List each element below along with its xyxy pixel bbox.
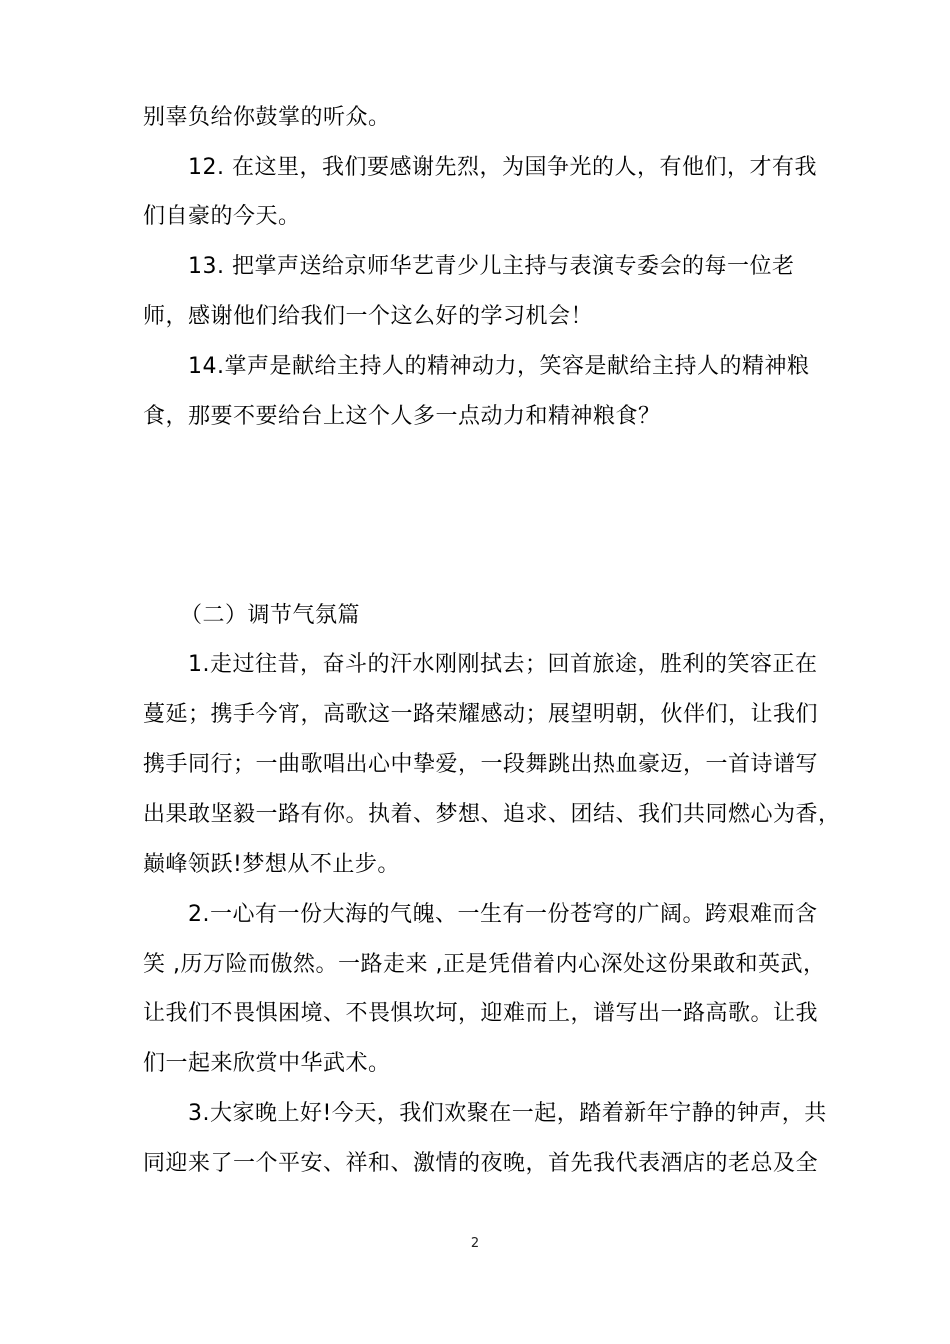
text-line: 3.大家晚上好!今天，我们欢聚在一起，踏着新年宁静的钟声，共 bbox=[188, 1101, 827, 1126]
text-line: 携手同行；一曲歌唱出心中挚爱，一段舞跳出热血豪迈，一首诗谱写 bbox=[143, 752, 819, 777]
text-line: 巅峰领跃!梦想从不止步。 bbox=[143, 852, 400, 877]
text-line: 2.一心有一份大海的气魄、一生有一份苍穹的广阔。跨艰难而含 bbox=[188, 902, 818, 927]
text-line: 们自豪的今天。 bbox=[143, 204, 301, 229]
text-line: 笑 ,历万险而傲然。一路走来 ,正是凭借着内心深处这份果敢和英武， bbox=[143, 952, 826, 977]
text-line: 1.走过往昔，奋斗的汗水刚刚拭去；回首旅途，胜利的笑容正在 bbox=[188, 652, 818, 677]
text-line: 14.掌声是献给主持人的精神动力，笑容是献给主持人的精神粮 bbox=[188, 354, 810, 379]
text-line: 12. 在这里，我们要感谢先烈，为国争光的人，有他们，才有我 bbox=[188, 155, 817, 180]
text-line: 蔓延；携手今宵，高歌这一路荣耀感动；展望明朝，伙伴们，让我们 bbox=[143, 702, 819, 727]
text-line: 师，感谢他们给我们一个这么好的学习机会！ bbox=[143, 304, 594, 329]
text-line: 别辜负给你鼓掌的听众。 bbox=[143, 105, 391, 130]
section-heading: （二）调节气氛篇 bbox=[180, 603, 361, 628]
page-number: 2 bbox=[470, 1236, 480, 1251]
text-line: 食，那要不要给台上这个人多一点动力和精神粮食？ bbox=[143, 404, 661, 429]
text-line: 13. 把掌声送给京师华艺青少儿主持与表演专委会的每一位老 bbox=[188, 254, 795, 279]
text-line: 出果敢坚毅一路有你。执着、梦想、追求、团结、我们共同燃心为香， bbox=[143, 802, 841, 827]
text-line: 同迎来了一个平安、祥和、激情的夜晚，首先我代表酒店的老总及全 bbox=[143, 1151, 819, 1176]
text-line: 们一起来欣赏中华武术。 bbox=[143, 1051, 391, 1076]
text-line: 让我们不畏惧困境、不畏惧坎坷，迎难而上，谱写出一路高歌。让我 bbox=[143, 1001, 819, 1026]
